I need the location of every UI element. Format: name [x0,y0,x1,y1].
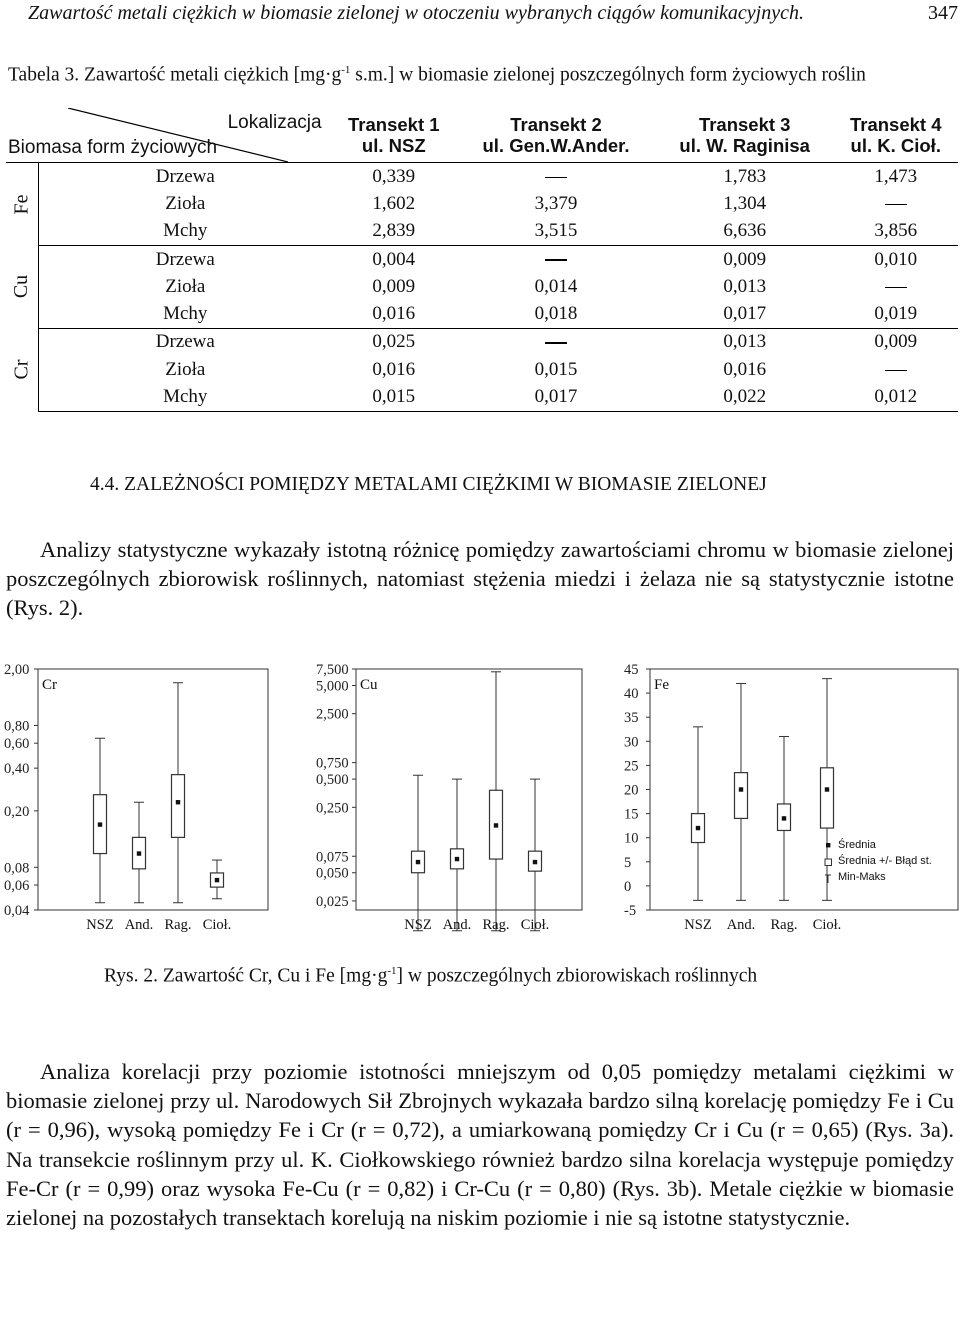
table-cell: 2,839 [332,218,456,246]
y-tick-label: 30 [624,734,639,751]
y-tick-label: 20 [624,782,639,799]
y-tick-label: 25 [624,758,639,775]
table-cell: 0,015 [534,358,578,380]
table-cell: 0,012 [833,383,958,411]
y-tick-label: 5 [624,854,632,871]
table-row [6,300,958,328]
mean-marker [98,822,102,826]
x-tick-label: Cioł. [812,917,842,933]
life-form-label: Mchy [39,218,332,246]
corner-label-location: Lokalizacja [227,112,322,133]
corner-label-biomass: Biomasa form życiowych [8,137,218,158]
mean-marker [176,800,180,804]
table-row [6,190,958,217]
table-cell: 1,602 [372,192,416,214]
table-row [6,163,958,191]
table-cell: 0,022 [656,383,834,411]
table-row [6,245,958,273]
table-cell: 0,013 [723,331,767,353]
page-number: 347 [928,2,958,24]
column-header-transekt-3: Transekt 3 ul. W. Raginisa [656,108,834,163]
paragraph-1 [6,535,954,623]
table-cell: 0,016 [372,358,416,380]
table-cell: 1,783 [723,165,767,187]
mean-marker [494,823,498,827]
table-cell: 0,017 [456,383,656,411]
table-cell: 0,014 [534,275,578,297]
table-cell: 0,016 [332,300,456,328]
empty-dash [545,259,567,261]
x-tick-label: And. [442,917,472,933]
table-cell: 0,025 [372,331,416,353]
table-cell: 0,015 [332,383,456,411]
mean-marker [533,860,537,864]
y-tick-label: 0,20 [4,803,30,820]
y-tick-label: 0,04 [4,903,30,919]
y-tick-label: 0,06 [4,878,30,895]
table-row [6,273,958,300]
y-tick-label: 2,00 [4,662,30,678]
table-cell [456,163,656,191]
y-tick-label: 15 [624,806,639,823]
table-cell: 0,339 [372,165,416,187]
table-cell: 0,009 [874,331,918,353]
y-tick-label: 7,500 [316,662,349,678]
box-plot-panel-cr [4,662,268,933]
empty-dash [885,370,907,372]
y-tick-label: 35 [624,710,639,727]
y-tick-label: 45 [624,662,639,678]
life-form-label: Drzewa [155,248,215,270]
metal-label: Cu [6,245,39,328]
table-cell: 0,018 [456,300,656,328]
empty-dash [885,204,907,206]
se-box [172,775,185,838]
y-tick-label: 5,000 [316,678,349,695]
table-cell: 3,856 [833,218,958,246]
y-tick-label: 0,250 [316,800,349,817]
x-tick-label: NSZ [684,917,712,933]
column-header-transekt-4: Transekt 4 ul. K. Cioł. [833,108,958,163]
y-tick-label: 0 [624,878,632,895]
running-header [28,2,958,25]
empty-dash [545,342,567,344]
y-tick-label: 40 [624,686,639,703]
plot-frame [38,669,268,910]
y-tick-label: -5 [624,903,637,919]
table-cell: 3,379 [534,192,578,214]
table-cell: 3,515 [456,218,656,246]
panel-label: Cr [42,677,57,693]
life-form-label: Mchy [39,383,332,411]
table-cell [833,190,958,217]
x-tick-label: NSZ [404,917,432,933]
y-tick-label: 0,050 [316,865,349,882]
panel-label: Fe [654,677,669,693]
y-tick-label: 0,750 [316,755,349,772]
metal-content-table [6,108,958,412]
mean-marker [215,878,219,882]
mean-marker [782,816,786,820]
x-tick-label: Rag. [164,917,192,933]
x-tick-label: Rag. [482,917,510,933]
panel-label: Cu [360,677,378,693]
table-caption-text: Tabela 3. Zawartość metali ciężkich [mg·g [8,64,342,86]
figure-box-plots [0,655,960,940]
legend-box-icon [825,859,832,866]
paragraph-2 [6,1057,954,1232]
table-cell: 0,017 [656,300,834,328]
table-cell [456,245,656,273]
life-form-label: Zioła [165,275,206,297]
table-row [6,356,958,383]
y-tick-label: 0,025 [316,893,349,910]
life-form-label: Zioła [165,358,206,380]
table-cell [833,273,958,300]
y-tick-label: 0,80 [4,718,30,735]
legend-label: Średnia +/- Błąd st. [838,855,932,867]
table-body [6,163,958,412]
life-form-label: Drzewa [155,165,215,187]
legend-mean-icon [826,843,830,847]
y-tick-label: 10 [624,830,639,847]
x-tick-label: Cioł. [202,917,232,933]
table-corner-header [6,108,332,163]
life-form-label: Zioła [165,192,206,214]
table-cell: 0,009 [372,275,416,297]
plot-frame [356,669,582,910]
se-box [821,768,834,828]
paragraph-1-text: Analizy statystyczne wykazały istotną różnicę pomiędzy zawartościami chromu w biomasie zielonej poszczególnych zbiorowisk roślinnych, natomiast stężenia miedzi i żelaza nie są statystycznie istotne (Rys. 2). [6,537,954,621]
y-tick-label: 0,40 [4,761,30,778]
table-row [6,328,958,356]
table-header-row [6,108,958,163]
y-tick-label: 2,500 [316,706,349,723]
table-cell: 1,473 [874,165,918,187]
mean-marker [137,851,141,855]
column-header-transekt-1: Transekt 1 ul. NSZ [332,108,456,163]
legend-label: Min-Maks [838,871,886,883]
se-box [735,773,748,819]
empty-dash [885,287,907,289]
figure-caption-text-end: ] w poszczególnych zbiorowiskach roślinnych [396,965,758,987]
figure-caption-text: Rys. 2. Zawartość Cr, Cu i Fe [mg·g [104,965,388,987]
mean-marker [696,826,700,830]
plot-frame [650,669,958,910]
paragraph-2-text: Analiza korelacji przy poziomie istotności mniejszym od 0,05 pomiędzy metalami ciężkimi w biomasie zielonej przy ul. Narodowych Sił Zbrojnych wykazała bardzo silną korelację pomiędzy Fe i Cu (r = 0,96), wysoką pomiędzy Fe i Cr (r = 0,72), a umiarkowaną pomiędzy Cr i Cu (r = 0,65) (Rys. 3a). Na transekcie roślinnym przy ul. K. Ciołkowskiego również bardzo silna korelacja występuje pomiędzy Fe-Cr (r = 0,99) oraz wysoka Fe-Cu (r = 0,82) i Cr-Cu (r = 0,80) (Rys. 3b). Metale ciężkie w biomasie zielonej na pozostałych transektach korelują na niskim poziomie i nie są istotne statystycznie. [6,1059,954,1231]
empty-dash [545,177,567,179]
table-cell: 1,304 [723,192,767,214]
table-cell: 0,013 [723,275,767,297]
section-heading: 4.4. ZALEŻNOŚCI POMIĘDZY METALAMI CIĘŻKIMI W BIOMASIE ZIELONEJ [90,474,767,495]
mean-marker [416,860,420,864]
mean-marker [825,787,829,791]
table-caption [8,64,866,87]
x-tick-label: Rag. [770,917,798,933]
header-title: Zawartość metali ciężkich w biomasie zielonej w otoczeniu wybranych ciągów komunikacyjnych. [28,2,804,24]
legend-label: Średnia [838,839,876,851]
y-tick-label: 0,08 [4,860,30,877]
table-cell: 0,004 [372,248,416,270]
table-cell: 0,009 [723,248,767,270]
mean-marker [455,857,459,861]
box-plot-panel-cu [316,662,582,933]
table-cell: 0,016 [723,358,767,380]
metal-label: Fe [6,163,39,246]
table-caption-sup: -1 [341,64,351,76]
x-tick-label: Cioł. [520,917,550,933]
table-cell [456,328,656,356]
table-cell: 0,010 [874,248,918,270]
x-tick-label: And. [124,917,154,933]
table-cell: 6,636 [656,218,834,246]
box-plot-panel-fe [624,662,958,933]
life-form-label: Drzewa [155,331,215,353]
x-tick-label: NSZ [86,917,114,933]
x-tick-label: And. [726,917,756,933]
table-row [6,383,958,411]
metal-label: Cr [6,328,39,411]
column-header-transekt-2: Transekt 2 ul. Gen.W.Ander. [456,108,656,163]
table-row [6,218,958,246]
table-caption-text-end: s.m.] w biomasie zielonej poszczególnych form życiowych roślin [350,64,866,86]
figure-caption-sup: -1 [387,965,397,977]
table-cell: 0,019 [833,300,958,328]
figure-caption [104,965,757,988]
y-tick-label: 0,60 [4,736,30,753]
table-cell [833,356,958,383]
y-tick-label: 0,500 [316,772,349,789]
life-form-label: Mchy [39,300,332,328]
y-tick-label: 0,075 [316,849,349,866]
mean-marker [739,787,743,791]
